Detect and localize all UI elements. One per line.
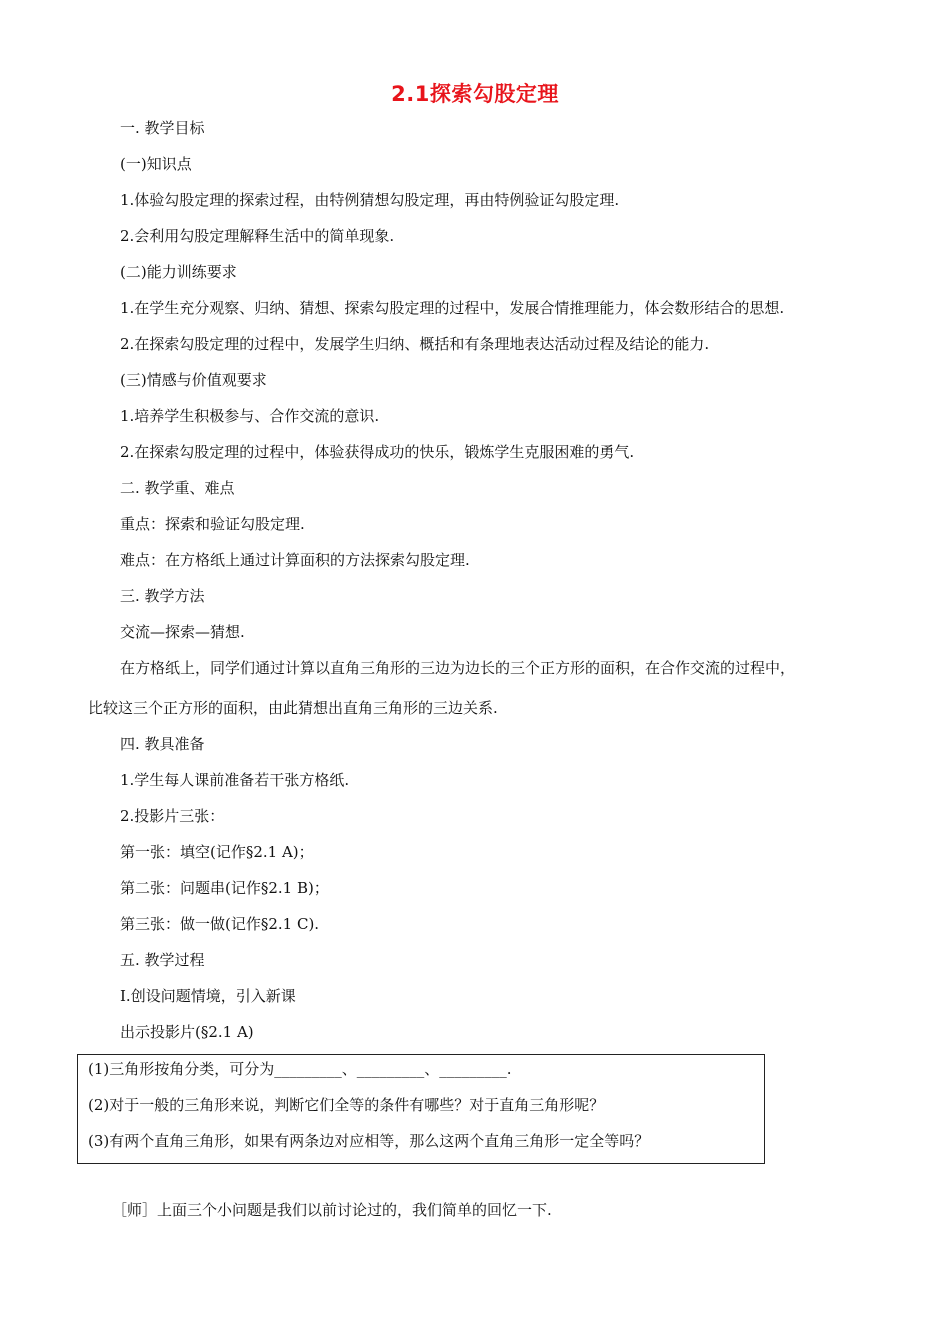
paragraph-line: 交流—探索—猜想. — [120, 623, 245, 641]
paragraph-line: 第一张：填空(记作§2.1 A)； — [120, 843, 314, 861]
subheading-values: (三)情感与价值观要求 — [120, 371, 267, 389]
box-question-2: (2)对于一般的三角形来说，判断它们全等的条件有哪些？对于直角三角形呢？ — [88, 1096, 605, 1114]
heading-teaching-method: 三. 教学方法 — [120, 587, 205, 605]
heading-key-points: 二. 教学重、难点 — [120, 479, 235, 497]
heading-teaching-objectives: 一. 教学目标 — [120, 119, 205, 137]
paragraph-line: 第二张：问题串(记作§2.1 B)； — [120, 879, 329, 897]
paragraph-line: 出示投影片(§2.1 A) — [120, 1023, 254, 1041]
paragraph-line: 难点：在方格纸上通过计算面积的方法探索勾股定理. — [120, 551, 470, 569]
projection-slide-box — [77, 1054, 765, 1164]
subheading-ability: (二)能力训练要求 — [120, 263, 237, 281]
subheading-knowledge: (一)知识点 — [120, 155, 192, 173]
document-title: 2.1探索勾股定理 — [391, 82, 559, 106]
paragraph-line: 1.学生每人课前准备若干张方格纸. — [120, 771, 350, 789]
paragraph-line: 比较这三个正方形的面积，由此猜想出直角三角形的三边关系. — [88, 699, 498, 717]
paragraph-line: 1.培养学生积极参与、合作交流的意识. — [120, 407, 380, 425]
paragraph-line: 2.投影片三张： — [120, 807, 225, 825]
paragraph-line: Ⅰ.创设问题情境，引入新课 — [120, 987, 296, 1005]
box-question-1: (1)三角形按角分类，可分为_________、_________、_________. — [88, 1060, 512, 1078]
paragraph-line: 1.体验勾股定理的探索过程，由特例猜想勾股定理，再由特例验证勾股定理. — [120, 191, 620, 209]
paragraph-line: 第三张：做一做(记作§2.1 C). — [120, 915, 320, 933]
paragraph-line: 重点：探索和验证勾股定理. — [120, 515, 305, 533]
teacher-remark: ［师］上面三个小问题是我们以前讨论过的，我们简单的回忆一下. — [112, 1201, 552, 1219]
paragraph-line: 2.在探索勾股定理的过程中，体验获得成功的快乐，锻炼学生克服困难的勇气. — [120, 443, 635, 461]
heading-teaching-aids: 四. 教具准备 — [120, 735, 205, 753]
paragraph-line: 2.在探索勾股定理的过程中，发展学生归纳、概括和有条理地表达活动过程及结论的能力. — [120, 335, 710, 353]
paragraph-line: 在方格纸上，同学们通过计算以直角三角形的三边为边长的三个正方形的面积，在合作交流的过程中， — [120, 659, 796, 677]
paragraph-line: 2.会利用勾股定理解释生活中的简单现象. — [120, 227, 395, 245]
paragraph-line: 1.在学生充分观察、归纳、猜想、探索勾股定理的过程中，发展合情推理能力，体会数形结合的思想. — [120, 299, 785, 317]
heading-teaching-process: 五. 教学过程 — [120, 951, 205, 969]
box-question-3: (3)有两个直角三角形，如果有两条边对应相等，那么这两个直角三角形一定全等吗？ — [88, 1132, 650, 1150]
